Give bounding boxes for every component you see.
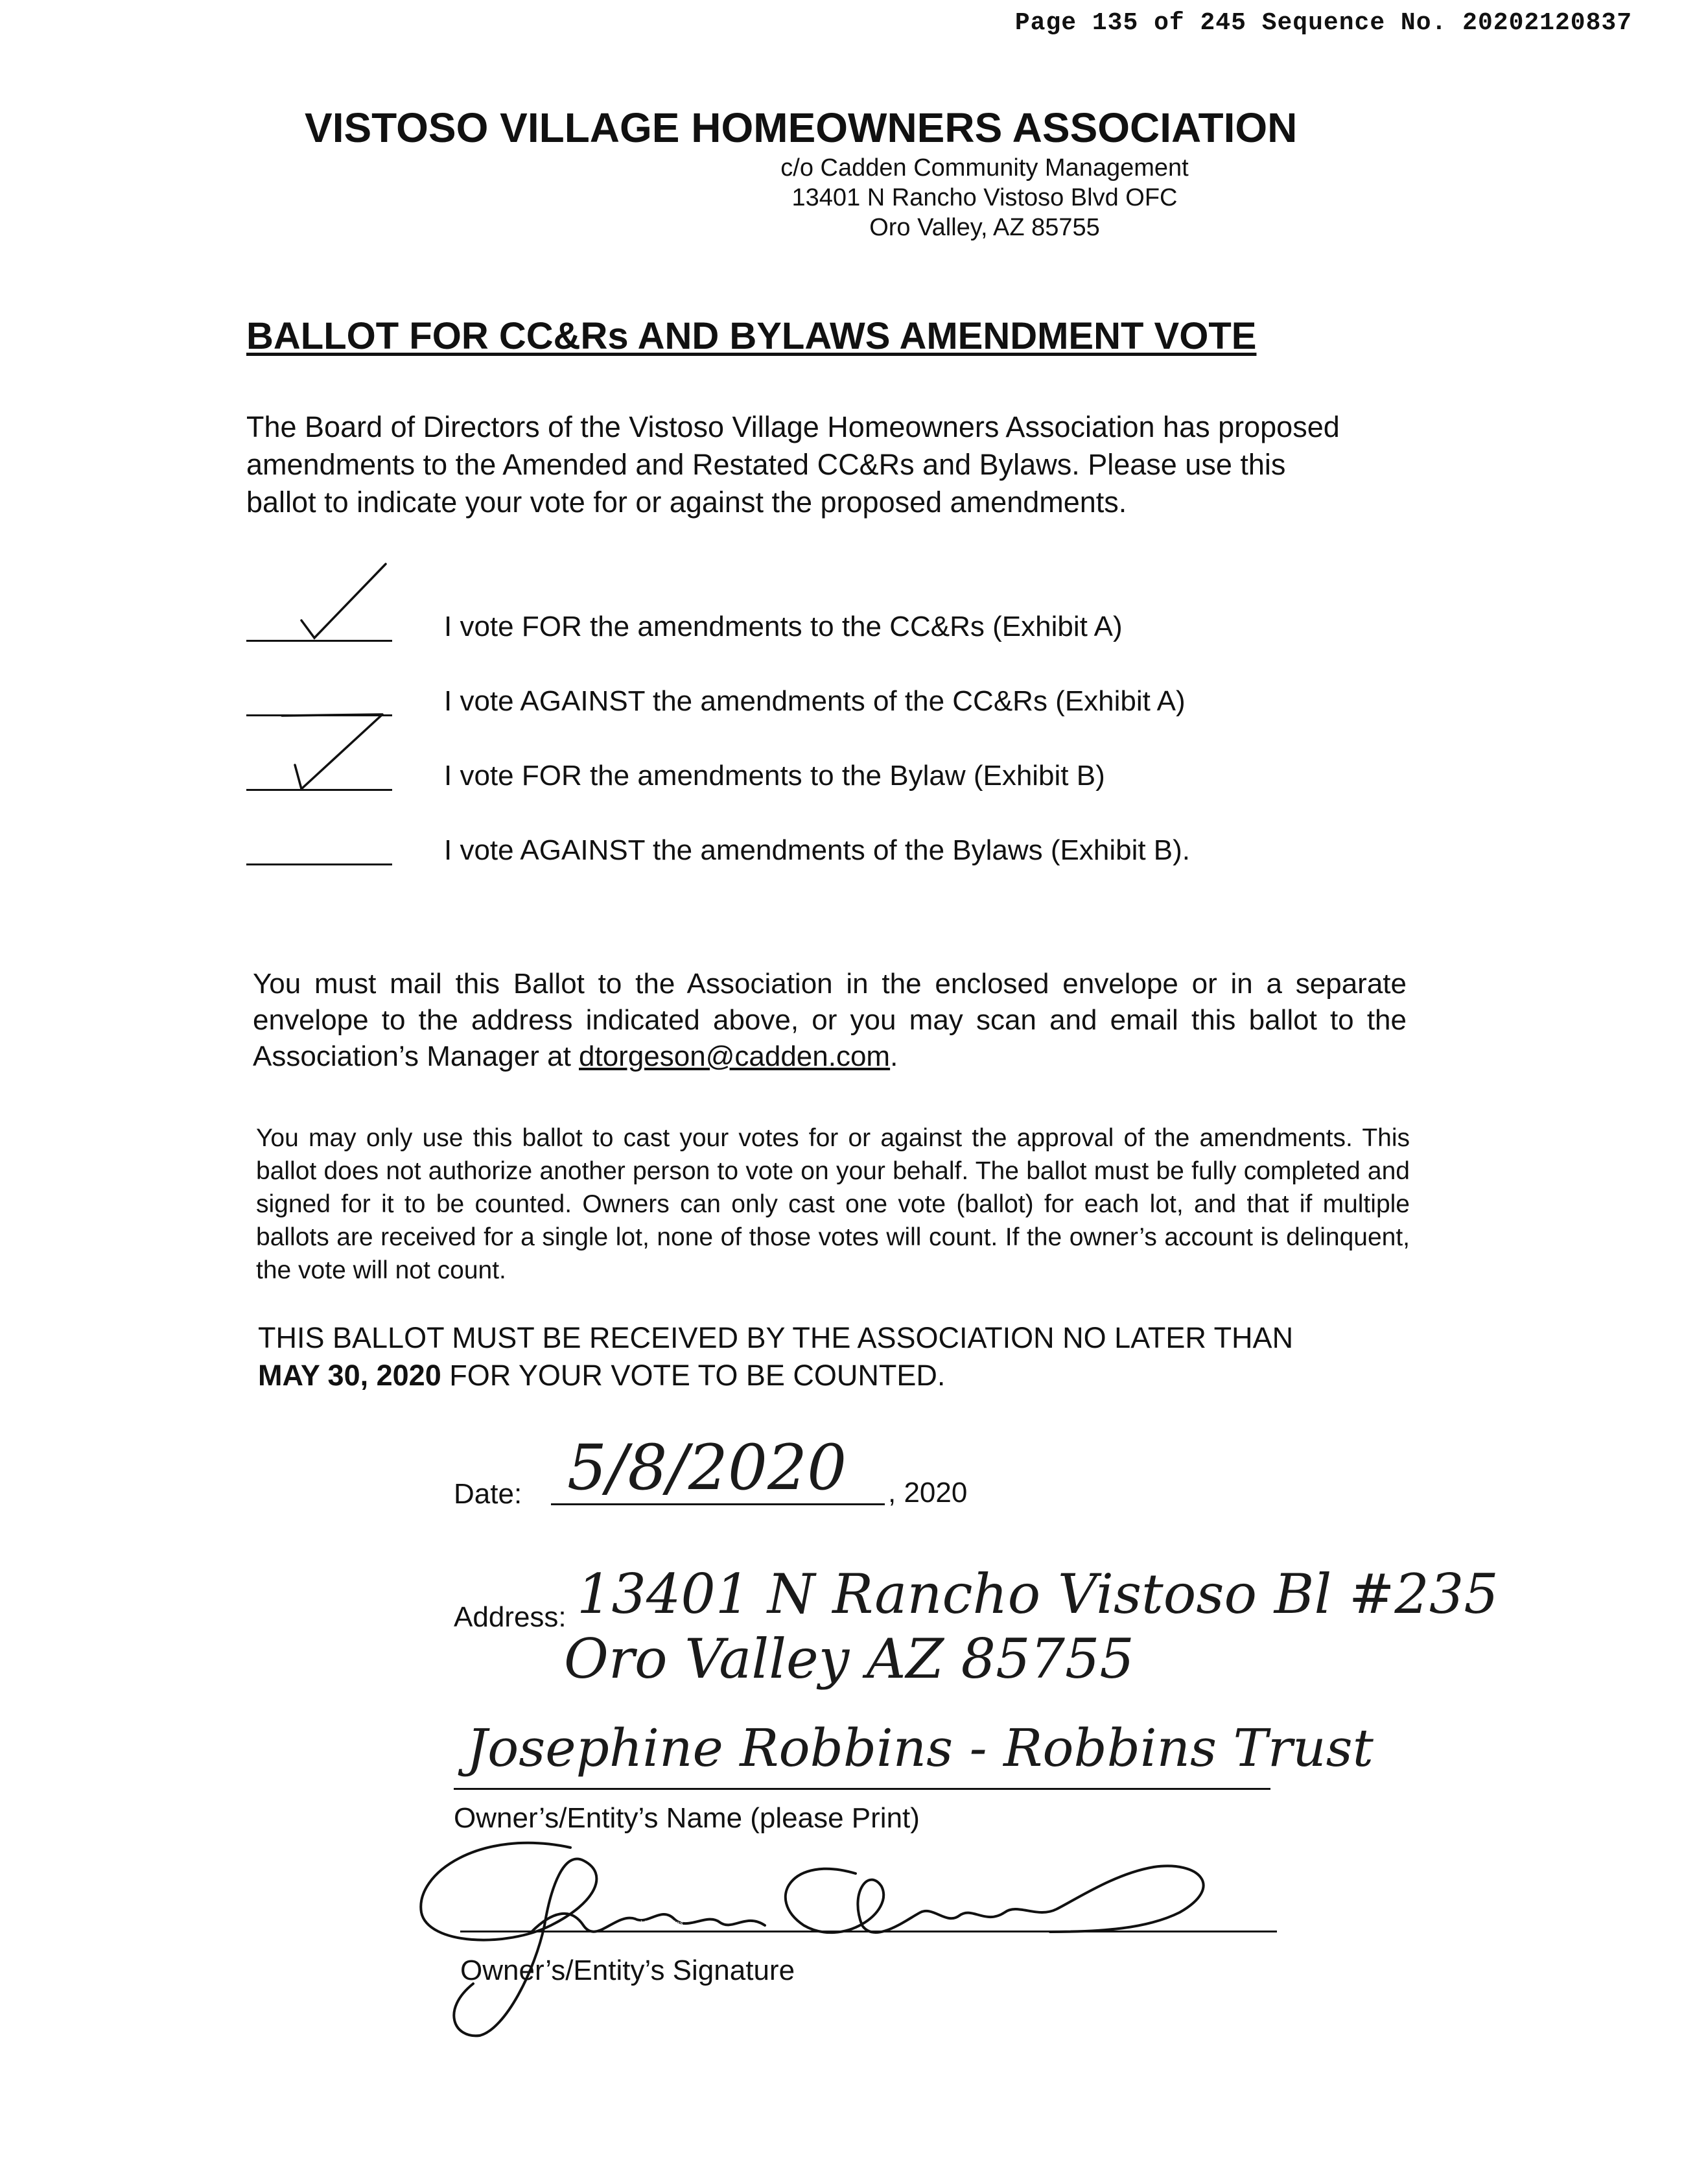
checkmark-icon <box>269 708 392 792</box>
deadline-rest: FOR YOUR VOTE TO BE COUNTED. <box>441 1359 946 1392</box>
address-field-line-1[interactable]: 13401 N Rancho Vistoso Bl #235 <box>577 1562 1499 1626</box>
care-of-line: c/o Cadden Community Management <box>780 154 1189 182</box>
date-field-row <box>454 1431 1167 1517</box>
vote-option-label: I vote AGAINST the amendments of the Bylaws (Exhibit B). <box>444 834 1191 866</box>
deadline-line-2 <box>258 1357 1425 1394</box>
page-header: Page 135 of 245 Sequence No. 20202120837 <box>1014 9 1632 37</box>
vote-blank-line <box>246 789 392 791</box>
org-title: VISTOSO VILLAGE HOMEOWNERS ASSOCIATION <box>305 104 1298 151</box>
owner-name-block <box>454 1718 1426 1835</box>
signature-text: Josephine Robbins <box>622 1920 683 1927</box>
signature-line <box>460 1931 1277 1932</box>
vote-blank-line <box>246 863 392 865</box>
signature-field[interactable] <box>402 1835 1277 2042</box>
date-year-suffix: , 2020 <box>888 1477 968 1509</box>
deadline-line-1: THIS BALLOT MUST BE RECEIVED BY THE ASSOCIATION NO LATER THAN <box>258 1321 1294 1354</box>
address-label: Address: <box>454 1601 567 1633</box>
vote-option-for-bylaws[interactable] <box>246 752 1413 797</box>
city-address: Oro Valley, AZ 85755 <box>869 214 1100 241</box>
vote-option-against-bylaws[interactable] <box>246 827 1413 872</box>
intro-paragraph: The Board of Directors of the Vistoso Village Homeowners Association has proposed amendments to the Amended and Restated CC&Rs and Bylaws. Please use this ballot to indicate your vote for or against the proposed amendments. <box>246 410 1340 519</box>
deadline-date: MAY 30, 2020 <box>258 1359 441 1392</box>
owner-name-field[interactable]: Josephine Robbins - Robbins Trust <box>467 1718 1374 1778</box>
vote-option-label: I vote FOR the amendments to the CC&Rs (Exhibit A) <box>444 611 1123 642</box>
owner-name-line <box>454 1788 1270 1790</box>
street-address: 13401 N Rancho Vistoso Blvd OFC <box>791 184 1178 211</box>
address-field-block <box>454 1562 1588 1692</box>
mail-instructions-end: . <box>890 1040 898 1072</box>
vote-option-label: I vote FOR the amendments to the Bylaw (Exhibit B) <box>444 760 1105 792</box>
signature-block <box>402 1835 1309 2042</box>
address-field-line-2[interactable]: Oro Valley AZ 85755 <box>564 1627 1134 1691</box>
vote-option-for-ccrs[interactable] <box>246 603 1413 648</box>
manager-email-link[interactable]: dtorgeson@cadden.com <box>579 1040 891 1072</box>
date-label: Date: <box>454 1478 522 1510</box>
checkmark-icon <box>269 559 392 643</box>
owner-name-label: Owner’s/Entity’s Name (please Print) <box>454 1802 920 1834</box>
mail-instructions <box>253 966 1407 1075</box>
deadline-notice <box>258 1319 1425 1394</box>
vote-option-against-ccrs[interactable] <box>246 677 1413 723</box>
vote-option-label: I vote AGAINST the amendments of the CC&Rs (Exhibit A) <box>444 685 1186 717</box>
signature-label: Owner’s/Entity’s Signature <box>460 1955 795 1986</box>
mail-instructions-text: You must mail this Ballot to the Association in the enclosed envelope or in a separate envelope to the address indicated above, or you may scan and email this ballot to the Association’s Manager at <box>253 968 1407 1072</box>
ballot-rules: You may only use this ballot to cast your votes for or against the approval of the amendments. This ballot does not authorize another person to vote on your behalf. The ballot must be fully completed and signed for it to be counted. Owners can only cast one vote (ballot) for each lot, and that if multiple ballots are received for a single lot, none of those votes will count. If the owner’s account is delinquent, the vote will not count. <box>256 1124 1410 1284</box>
vote-blank-line <box>246 640 392 642</box>
ballot-title: BALLOT FOR CC&Rs AND BYLAWS AMENDMENT VOTE <box>246 315 1257 357</box>
date-field[interactable]: 5/8/2020 <box>567 1431 847 1504</box>
